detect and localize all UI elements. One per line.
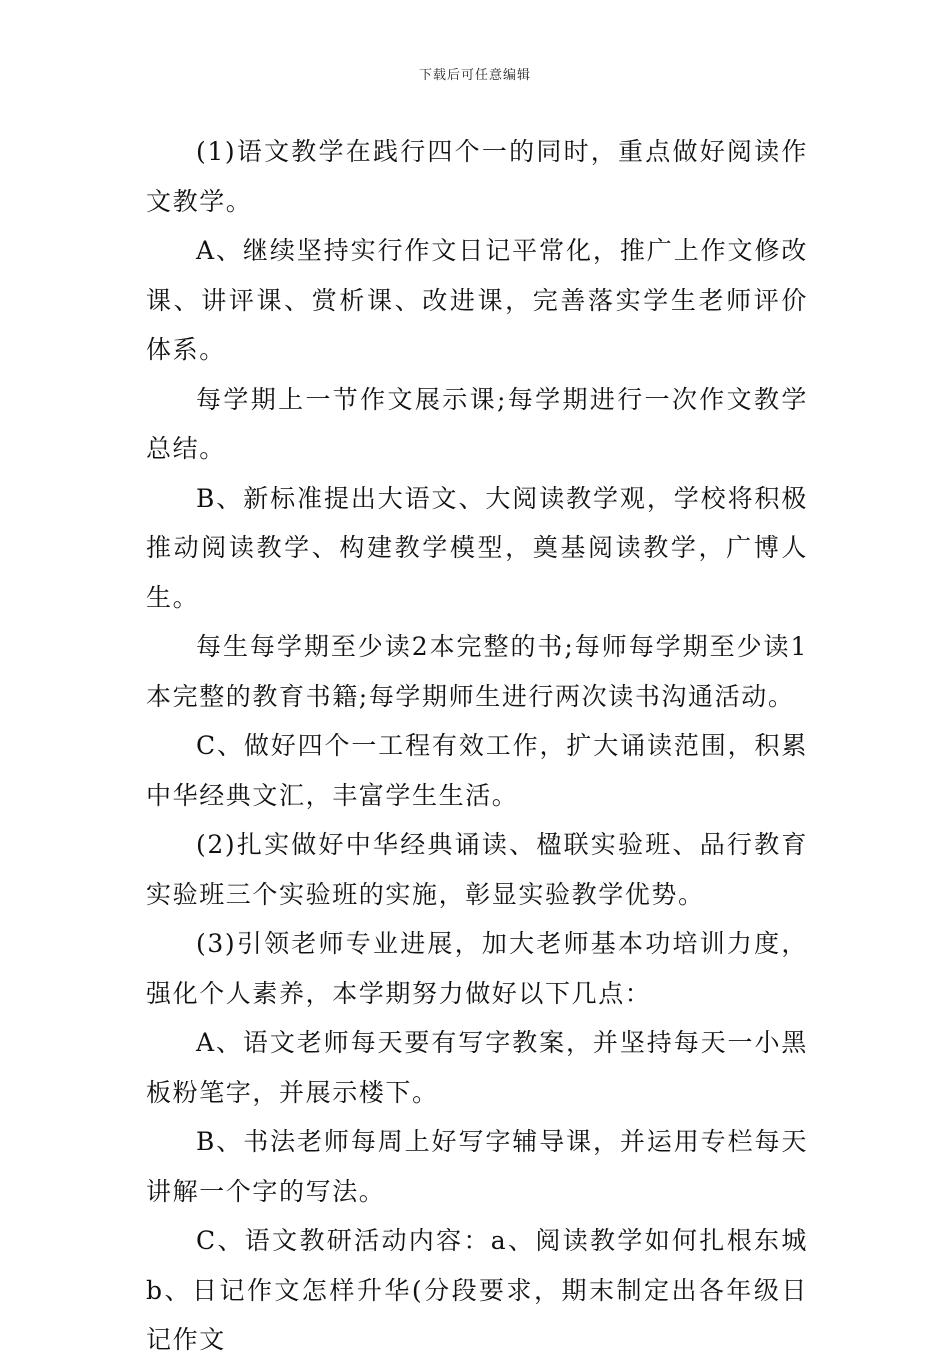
paragraph: C、做好四个一工程有效工作，扩大诵读范围，积累中华经典文汇，丰富学生生活。 — [146, 731, 808, 810]
paragraph: 每学期上一节作文展示课;每学期进行一次作文教学总结。 — [146, 384, 808, 463]
paragraph: A、继续坚持实行作文日记平常化，推广上作文修改课、讲评课、赏析课、改进课，完善落实学生老师评价体系。 — [146, 236, 808, 364]
paragraph: 每生每学期至少读2本完整的书;每师每学期至少读1本完整的教育书籍;每学期师生进行两次读书沟通活动。 — [146, 632, 808, 711]
paragraph: (1)语文教学在践行四个一的同时，重点做好阅读作文教学。 — [146, 137, 808, 216]
document-body — [146, 127, 808, 1365]
page-header: 下载后可任意编辑 — [418, 68, 531, 83]
paragraph: A、语文老师每天要有写字教案，并坚持每天一小黑板粉笔字，并展示楼下。 — [146, 1028, 808, 1107]
paragraph: (2)扎实做好中华经典诵读、楹联实验班、品行教育实验班三个实验班的实施，彰显实验教学优势。 — [146, 830, 808, 909]
paragraph: B、书法老师每周上好写字辅导课，并运用专栏每天讲解一个字的写法。 — [146, 1127, 808, 1206]
paragraph: (3)引领老师专业进展，加大老师基本功培训力度，强化个人素养，本学期努力做好以下几点： — [146, 929, 808, 1008]
paragraph: B、新标准提出大语文、大阅读教学观，学校将积极推动阅读教学、构建教学模型，奠基阅读教学，广博人生。 — [146, 483, 808, 612]
paragraph: C、语文教研活动内容：a、阅读教学如何扎根东城b、日记作文怎样升华(分段要求，期末制定出各年级日记作文 — [146, 1226, 808, 1354]
